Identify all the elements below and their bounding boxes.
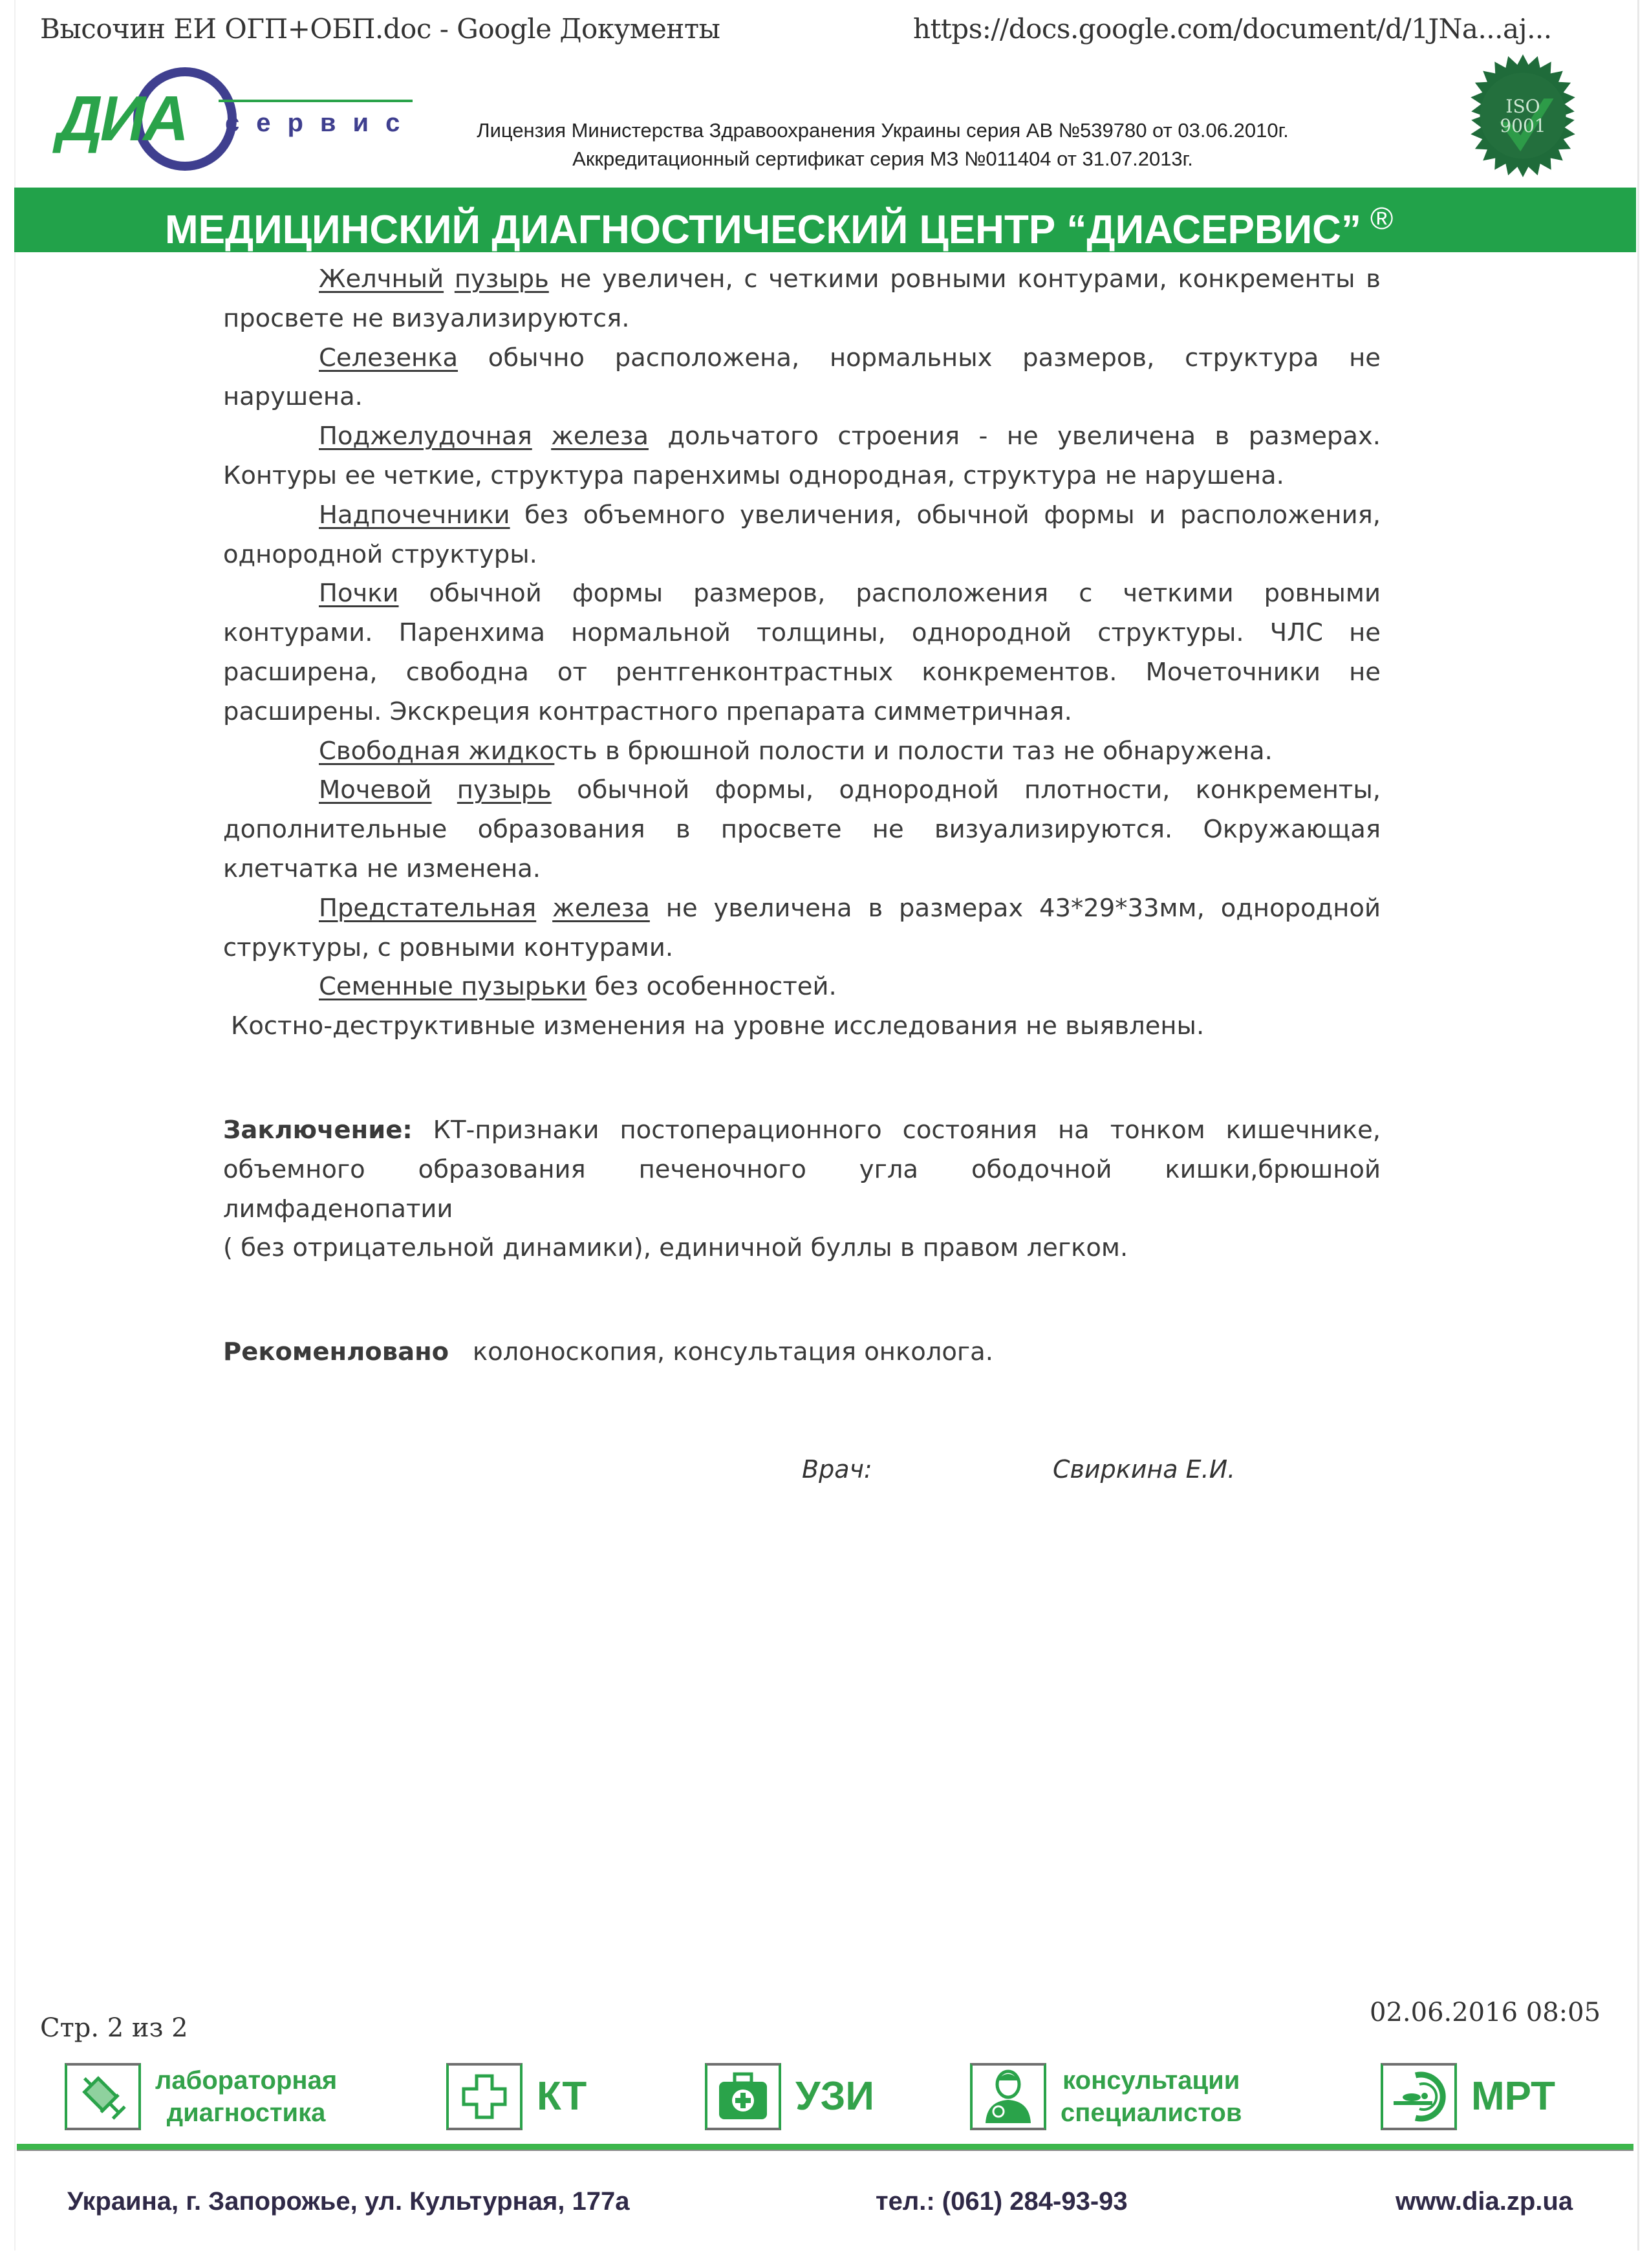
iso-9001-seal: [1461, 54, 1584, 177]
organ-term: пузырь: [454, 265, 549, 294]
finding-text: сть в брюшной полости и полости таз не обнаружена.: [554, 736, 1273, 766]
recommendation-label: Рекоменловано: [223, 1337, 449, 1367]
service-label-line: диагностика: [166, 2099, 326, 2127]
diaservis-logo: [57, 54, 419, 184]
service-label-line: лабораторная: [155, 2066, 338, 2095]
iso-text: ISO: [1505, 96, 1540, 117]
finding-paragraph: [223, 732, 1381, 772]
service-ultrasound: [705, 2063, 874, 2130]
organ-term: Семенные пузырьки: [319, 972, 587, 1002]
service-label: УЗИ: [795, 2074, 874, 2119]
page-number: Стр. 2 из 2: [40, 2013, 188, 2043]
finding-text: обычно расположена, нормальных размеров, структура не нарушена.: [223, 343, 1381, 412]
doctor-icon: [970, 2063, 1046, 2130]
logo-sub-text: сервис: [225, 109, 417, 137]
medical-cross-icon: [446, 2063, 523, 2130]
organ-term: Свободная жидко: [319, 736, 555, 766]
organ-term: Поджелудочная: [319, 422, 532, 451]
first-aid-kit-icon: [705, 2063, 781, 2130]
service-label-line: специалистов: [1061, 2099, 1242, 2127]
finding-paragraph: [223, 417, 1381, 496]
organ-term: Мочевой: [319, 775, 432, 805]
conclusion-text: КТ-признаки постоперационного состояния на тонком кишечнике, объемного образования печеночного угла ободочной кишки,брюшной лимфаденопатии: [223, 1115, 1381, 1224]
recommendation-text: колоноскопия, консультация онколога.: [472, 1337, 993, 1367]
finding-paragraph: [223, 496, 1381, 575]
print-datetime: 02.06.2016 08:05: [1370, 1998, 1601, 2027]
clinic-phone[interactable]: тел.: (061) 284-93-93: [876, 2187, 1128, 2216]
clinic-address: Украина, г. Запорожье, ул. Культурная, 177а: [67, 2187, 630, 2216]
service-label: [1061, 2064, 1242, 2129]
footer-divider: [17, 2144, 1633, 2151]
organ-term: пузырь: [457, 775, 552, 805]
organ-term: Почки: [319, 579, 399, 609]
finding-text: не увеличен, с четкими ровными контурами, конкременты в просвете не визуализируются.: [223, 265, 1381, 333]
report-body: [223, 260, 1381, 1489]
findings-list: [223, 260, 1381, 1007]
finding-paragraph: [223, 889, 1381, 968]
license-block: [453, 116, 1313, 173]
organ-term: железа: [552, 893, 650, 923]
recommendation: [223, 1333, 1381, 1372]
finding-paragraph: [223, 771, 1381, 889]
conclusion: [223, 1111, 1381, 1268]
logo-main-text: ДИА: [57, 83, 187, 154]
finding-text: дольчатого строения - не увеличена в размерах. Контуры ее четкие, структура паренхимы однородная, структура не нарушена.: [223, 422, 1381, 490]
finding-paragraph: [223, 967, 1381, 1007]
conclusion-label: Заключение:: [223, 1115, 413, 1145]
doctor-name: Свиркина Е.И.: [1053, 1454, 1236, 1484]
doctor-role: Врач:: [802, 1454, 872, 1484]
banner-title-text: МЕДИЦИНСКИЙ ДИАГНОСТИЧЕСКИЙ ЦЕНТР “ДИАСЕРВИС”: [165, 208, 1361, 252]
organ-term: железа: [551, 422, 649, 451]
service-consultation: [970, 2063, 1242, 2130]
finding-text: не увеличена в размерах 43*29*33мм, однородной структуры, с ровными контурами.: [223, 893, 1381, 962]
finding-text: обычной формы размеров, расположения с четкими ровными контурами. Паренхима нормальной толщины, однородной структуры. ЧЛС не расширена, свободна от рентгенконтрастных конкрементов. Мочеточники не расширены. Экскреция контрастного препарата симметричная.: [223, 579, 1381, 726]
service-lab: [65, 2063, 337, 2130]
service-label: КТ: [537, 2074, 587, 2119]
banner-title: [165, 194, 1393, 255]
finding-paragraph: [223, 260, 1381, 339]
mri-scanner-icon: [1381, 2063, 1457, 2130]
print-header-url: https://docs.google.com/document/d/1JNa...aj...: [913, 13, 1552, 45]
organ-term: Предстательная: [319, 893, 537, 923]
organ-term: Желчный: [319, 265, 444, 294]
syringe-icon: [65, 2063, 141, 2130]
accreditation-line: Аккредитационный сертификат серия МЗ №011404 от 31.07.2013г.: [572, 147, 1193, 170]
bone-note: Костно-деструктивные изменения на уровне исследования не выявлены.: [231, 1011, 1205, 1041]
service-label: МРТ: [1471, 2074, 1556, 2119]
organ-term: Селезенка: [319, 343, 458, 373]
finding-text: без объемного увеличения, обычной формы и расположения, однородной структуры.: [223, 500, 1381, 569]
finding-text: без особенностей.: [587, 972, 837, 1002]
logo-underline: [219, 100, 413, 102]
service-ct: [446, 2063, 587, 2130]
clinic-website[interactable]: www.dia.zp.ua: [1396, 2187, 1573, 2216]
organ-term: Надпочечники: [319, 500, 510, 530]
service-label-line: консультации: [1062, 2066, 1240, 2095]
print-header-title: Высочин ЕИ ОГП+ОБП.doc - Google Документы: [40, 13, 720, 45]
finding-paragraph: [223, 339, 1381, 418]
iso-number: 9001: [1500, 115, 1546, 136]
service-mri: [1381, 2063, 1555, 2130]
iso-label: [1461, 97, 1584, 136]
registered-mark: ®: [1370, 202, 1394, 236]
service-label: [155, 2064, 337, 2129]
license-line: Лицензия Министерства Здравоохранения Украины серия АВ №539780 от 03.06.2010г.: [477, 119, 1289, 142]
conclusion-text-continued: ( без отрицательной динамики), единичной буллы в правом легком.: [223, 1233, 1128, 1263]
finding-text: обычной формы, однородной плотности, конкременты, дополнительные образования в просвете не визуализируются. Окружающая клетчатка не изменена.: [223, 775, 1381, 883]
signature-row: [223, 1450, 1381, 1489]
finding-paragraph: [223, 574, 1381, 731]
